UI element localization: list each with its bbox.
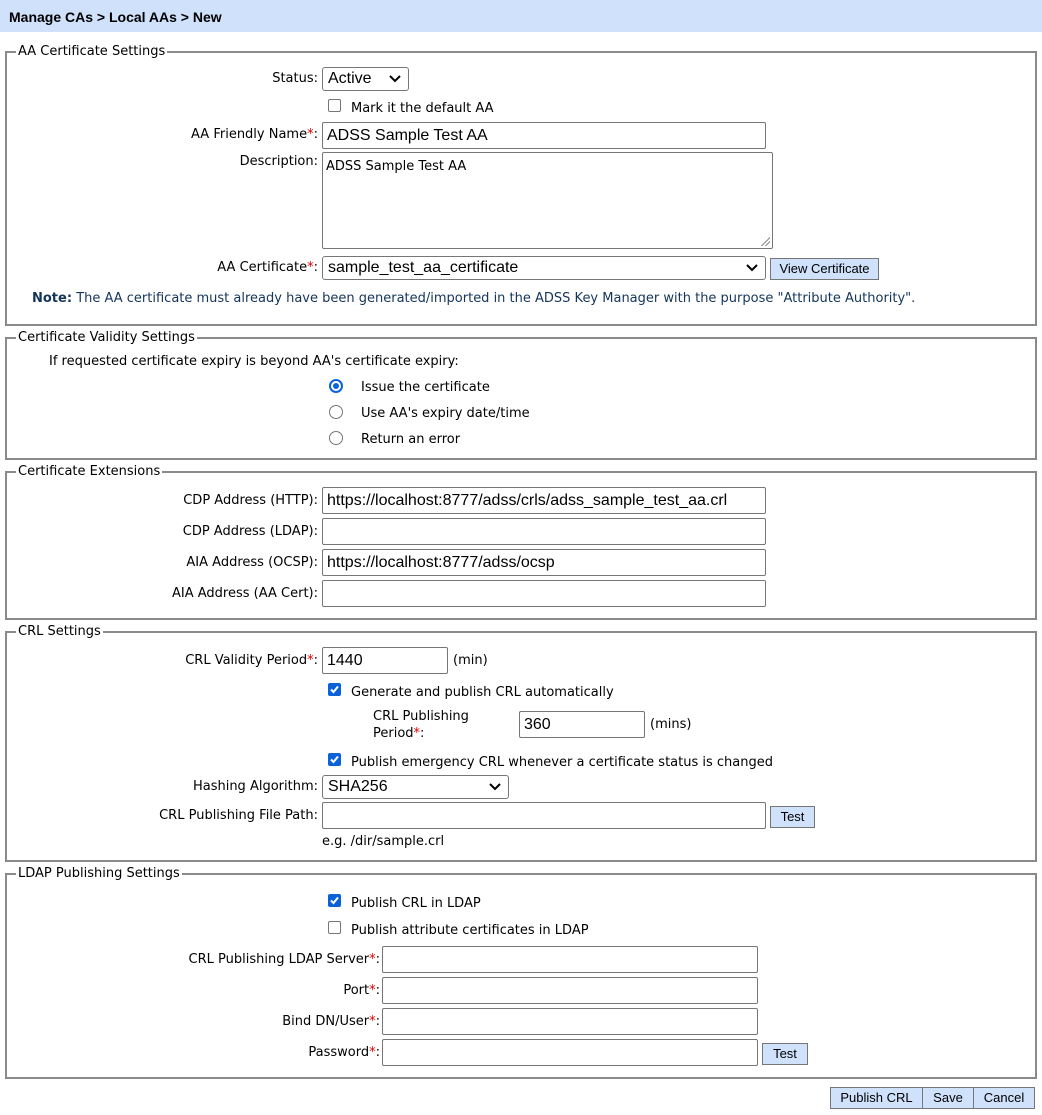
aa-certificate-note [32, 291, 915, 307]
auto-publish-label: Generate and publish CRL automatically [351, 685, 614, 700]
crl-file-path-input[interactable] [322, 802, 766, 829]
section-legend: Certificate Validity Settings [18, 330, 195, 345]
publish-crl-button[interactable]: Publish CRL [830, 1087, 923, 1109]
publish-attr-certs-label: Publish attribute certificates in LDAP [351, 923, 589, 938]
required-marker: * [369, 952, 376, 967]
emergency-crl-label: Publish emergency CRL whenever a certificate status is changed [351, 755, 773, 770]
required-marker: * [369, 1014, 376, 1029]
section-legend: AA Certificate Settings [18, 44, 166, 59]
default-aa-checkbox[interactable] [328, 99, 341, 112]
cdp-ldap-input[interactable] [322, 518, 766, 545]
cdp-ldap-label: CDP Address (LDAP): [182, 524, 318, 539]
status-label: Status: [272, 71, 318, 86]
issue-certificate-label: Issue the certificate [361, 380, 490, 395]
aia-ocsp-label: AIA Address (OCSP): [186, 555, 318, 570]
emergency-crl-checkbox[interactable] [328, 753, 341, 766]
ldap-port-label: Port*: [343, 983, 380, 998]
use-aa-expiry-label: Use AA's expiry date/time [361, 406, 530, 421]
friendly-name-label: AA Friendly Name*: [191, 127, 318, 142]
note-prefix: Note: [32, 291, 73, 306]
chevron-down-icon [389, 75, 401, 83]
resize-grip-icon[interactable] [760, 236, 770, 246]
chevron-down-icon [746, 264, 758, 272]
ldap-server-input[interactable] [382, 946, 758, 973]
required-marker: * [369, 983, 376, 998]
hashing-algorithm-label: Hashing Algorithm: [192, 779, 318, 794]
description-textarea[interactable] [322, 152, 773, 249]
required-marker: * [369, 1045, 376, 1060]
aia-cert-label: AIA Address (AA Cert): [172, 586, 318, 601]
ldap-test-button[interactable]: Test [762, 1043, 808, 1065]
aia-cert-input[interactable] [322, 580, 766, 607]
return-error-radio[interactable] [329, 431, 343, 445]
description-value: ADSS Sample Test AA [326, 159, 467, 174]
return-error-label: Return an error [361, 432, 461, 447]
aia-ocsp-input[interactable]: https://localhost:8777/adss/ocsp [322, 549, 766, 576]
crl-validity-input[interactable]: 1440 [322, 647, 448, 674]
crl-validity-unit: (min) [453, 653, 488, 668]
aa-certificate-value: sample_test_aa_certificate [328, 259, 519, 276]
hashing-algorithm-select[interactable] [322, 775, 509, 799]
save-button[interactable]: Save [922, 1087, 974, 1109]
section-legend: Certificate Extensions [18, 464, 161, 479]
publishing-period-input[interactable]: 360 [519, 711, 645, 738]
publish-crl-ldap-label: Publish CRL in LDAP [351, 896, 481, 911]
issue-certificate-radio[interactable] [329, 379, 343, 393]
required-marker: * [307, 260, 314, 275]
publish-crl-ldap-checkbox[interactable] [328, 894, 341, 907]
bind-dn-input[interactable] [382, 1008, 758, 1035]
status-select-value: Active [328, 70, 372, 87]
friendly-name-input[interactable]: ADSS Sample Test AA [322, 122, 766, 149]
aa-certificate-select[interactable] [322, 256, 766, 280]
required-marker: * [307, 653, 314, 668]
chevron-down-icon [489, 783, 501, 791]
required-marker: * [307, 127, 314, 142]
crl-path-example: e.g. /dir/sample.crl [322, 834, 445, 849]
ldap-server-label: CRL Publishing LDAP Server*: [188, 952, 380, 967]
default-aa-label: Mark it the default AA [351, 101, 494, 116]
password-input[interactable] [382, 1039, 758, 1066]
section-legend: CRL Settings [18, 624, 101, 639]
view-certificate-button[interactable]: View Certificate [770, 258, 879, 280]
ldap-port-input[interactable] [382, 977, 758, 1004]
cancel-button[interactable]: Cancel [973, 1087, 1035, 1109]
crl-file-path-label: CRL Publishing File Path: [159, 808, 318, 823]
breadcrumb: Manage CAs > Local AAs > New [0, 0, 1042, 32]
crl-validity-label: CRL Validity Period*: [185, 653, 318, 668]
aa-certificate-label: AA Certificate*: [217, 260, 318, 275]
cdp-http-input[interactable]: https://localhost:8777/adss/crls/adss_sample_test_aa.crl [322, 487, 766, 514]
bind-dn-label: Bind DN/User*: [282, 1014, 380, 1029]
publishing-period-label: CRL Publishing Period*: [373, 709, 469, 741]
description-label: Description: [239, 154, 318, 169]
expiry-question: If requested certificate expiry is beyond AA's certificate expiry: [49, 354, 459, 369]
section-legend: LDAP Publishing Settings [18, 866, 180, 881]
publishing-period-unit: (mins) [650, 717, 692, 732]
hashing-algorithm-value: SHA256 [328, 778, 388, 795]
auto-publish-checkbox[interactable] [328, 683, 341, 696]
use-aa-expiry-radio[interactable] [329, 405, 343, 419]
crl-path-test-button[interactable]: Test [770, 806, 815, 828]
required-marker: * [413, 726, 421, 741]
note-text: The AA certificate must already have been generated/imported in the ADSS Key Manager with the purpose "Attribute Authority". [76, 291, 916, 306]
cdp-http-label: CDP Address (HTTP): [183, 493, 318, 508]
publish-attr-certs-checkbox[interactable] [328, 921, 341, 934]
password-label: Password*: [308, 1045, 380, 1060]
status-select[interactable] [322, 67, 409, 91]
